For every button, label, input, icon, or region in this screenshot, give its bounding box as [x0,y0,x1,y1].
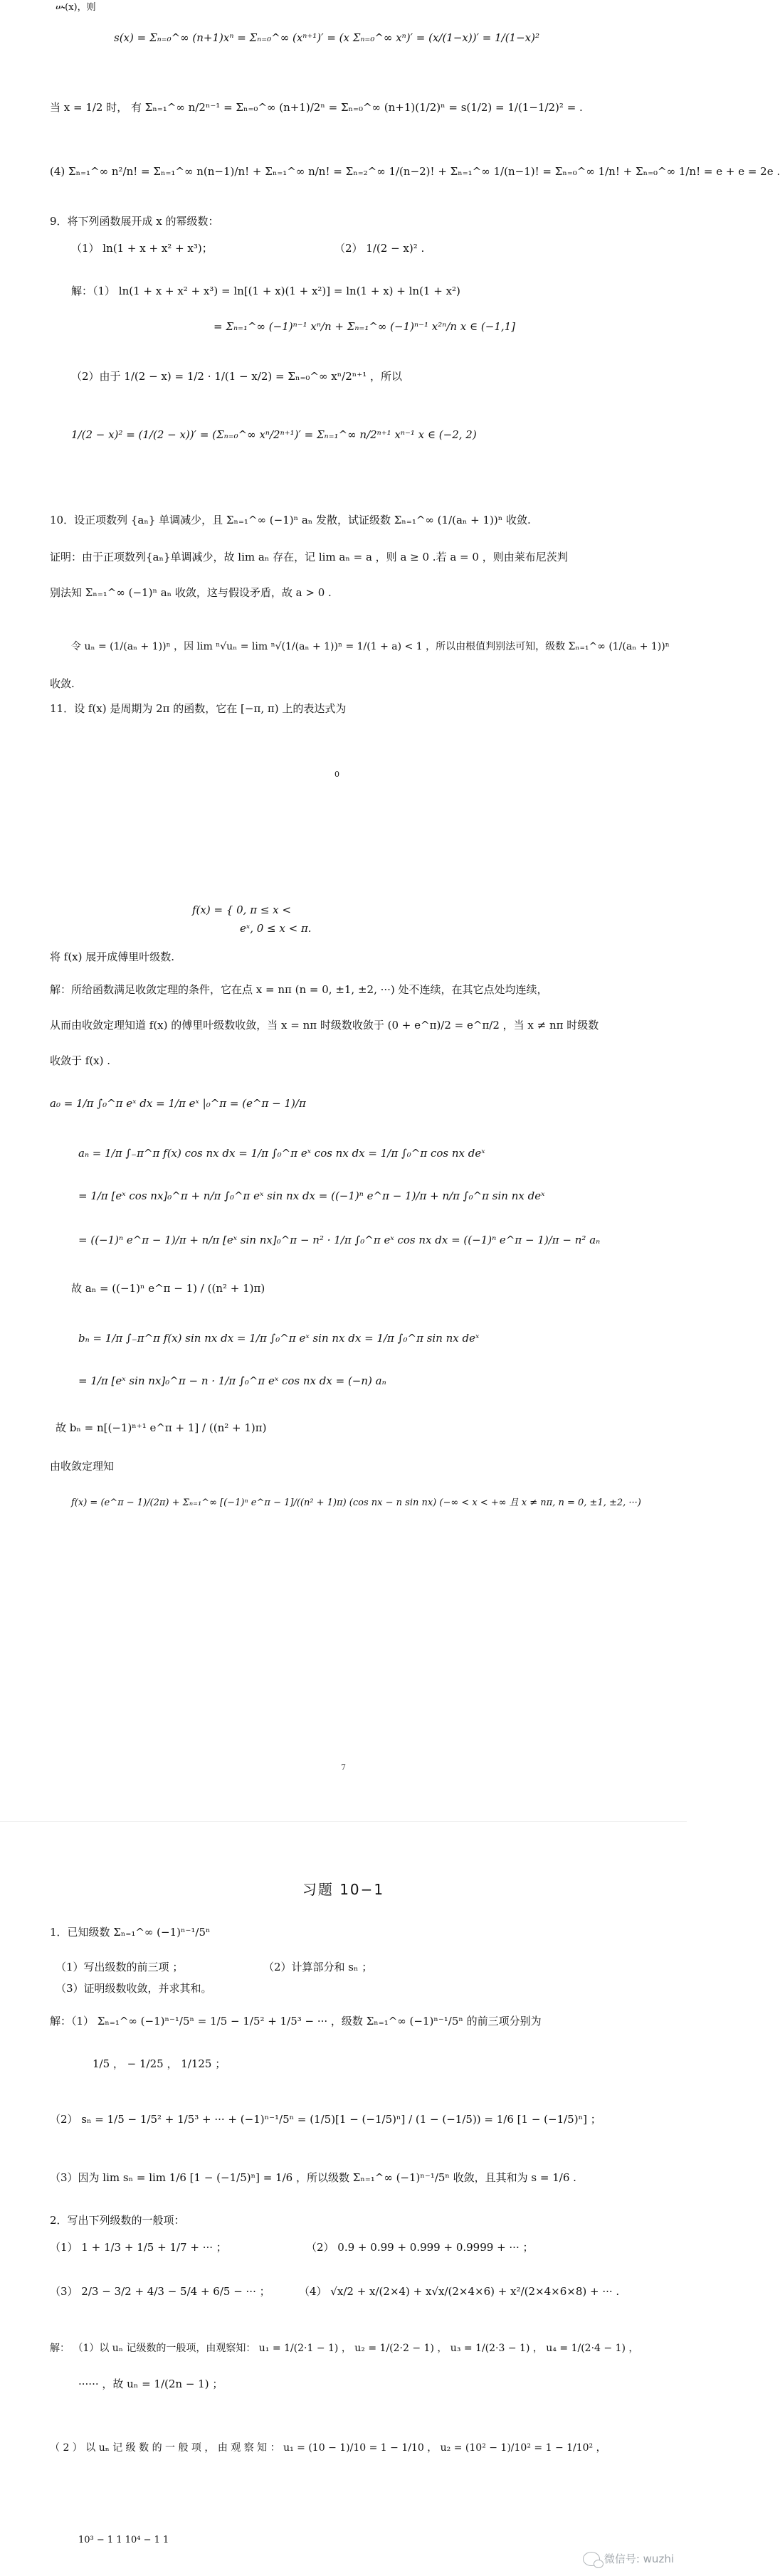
proof-line: 令 uₙ = (1/(aₙ + 1))ⁿ ，因 lim ⁿ√uₙ = lim ⁿ√(1/(aₙ + 1))ⁿ = 1/(1 + a) < 1 ，所以由根值判别法可知，级数 Σₙ₌₁^∞ (1/(aₙ + 1))ⁿ [71,641,670,652]
proof-line: 别法知 Σₙ₌₁^∞ (−1)ⁿ aₙ 收敛，这与假设矛盾，故 a > 0 . [50,586,332,599]
formula-line: = ((−1)ⁿ e^π − 1)/π + n/π [eˣ sin nx]₀^π − n² · 1/π ∫₀^π eˣ cos nx dx = ((−1)ⁿ e^π − 1)/π − n² aₙ [78,1234,601,1246]
formula-line: 故 aₙ = ((−1)ⁿ e^π − 1) / ((n² + 1)π) [71,1282,265,1295]
exercise-heading: 1．已知级数 Σₙ₌₁^∞ (−1)ⁿ⁻¹/5ⁿ [50,1926,211,1939]
page-divider [0,1821,687,1822]
exercise-heading: 10．设正项数列 {aₙ} 单调减少，且 Σₙ₌₁^∞ (−1)ⁿ aₙ 发散，试证级数 Σₙ₌₁^∞ (1/(aₙ + 1))ⁿ 收敛. [50,514,531,526]
solution-line: （2）由于 1/(2 − x) = 1/2 · 1/(1 − x/2) = Σₙ₌₀^∞ xⁿ/2ⁿ⁺¹ ，所以 [71,370,402,383]
formula-line: 故 bₙ = n[(−1)ⁿ⁺¹ e^π + 1] / ((n² + 1)π) [56,1421,267,1434]
subproblem: （2） 1/(2 − x)² . [334,242,425,255]
subproblem: （1） ln(1 + x + x² + x³)； [71,242,213,255]
exercise-heading: 11．设 f(x) 是周期为 2π 的函数，它在 [−π, π) 上的表达式为 [50,702,347,715]
solution-line: （ 2 ） 以 uₙ 记 级 数 的 一 般 项 ， 由 观 察 知 ： u₁ = (10 − 1)/10 = 1 − 1/10 ， u₂ = (10² − 1)/10² = 1 − 1/10² ， [50,2442,606,2454]
formula-line: aₙ = 1/π ∫₋π^π f(x) cos nx dx = 1/π ∫₀^π eˣ cos nx dx = 1/π ∫₀^π cos nx deˣ [78,1147,485,1160]
subproblem: （4） √x/2 + x/(2×4) + x√x/(2×4×6) + x²/(2×4×6×8) + ··· . [299,2285,620,2298]
stray-mark: 0 [334,770,339,779]
proof-line: 证明：由于正项数列{aₙ}单调减少，故 lim aₙ 存在，记 lim aₙ = a ，则 a ≥ 0 .若 a = 0 ，则由莱布尼茨判 [50,551,568,563]
text-line: 由收敛定理知 [50,1460,115,1473]
page-number: 7 [341,1763,346,1772]
formula-line: (4) Σₙ₌₁^∞ n²/n! = Σₙ₌₁^∞ n(n−1)/n! + Σₙ₌₁^∞ n/n! = Σₙ₌₂^∞ 1/(n−2)! + Σₙ₌₁^∞ 1/(n−1)! = Σₙ₌₀^∞ 1/n! + Σₙ₌₀^∞ 1/n! = e + e = 2e . [50,165,780,178]
formula-line: f(x) = (e^π − 1)/(2π) + Σₙ₌₁^∞ [(−1)ⁿ e^π − 1]/((n² + 1)π) (cos nx − n sin nx) (−∞ < x < +∞ 且 x ≠ nπ, n = 0, ±1, ±2, ···) [71,1498,641,1508]
formula-line: a₀ = 1/π ∫₀^π eˣ dx = 1/π eˣ |₀^π = (e^π − 1)/π [50,1097,306,1110]
solution-line: （2） sₙ = 1/5 − 1/5² + 1/5³ + ··· + (−1)ⁿ⁻¹/5ⁿ = (1/5)[1 − (−1/5)ⁿ] / (1 − (−1/5)) = 1/6 [1 − (−1/5)ⁿ] ； [50,2113,601,2126]
solution-line: 解：所给函数满足收敛定理的条件，它在点 x = nπ (n = 0, ±1, ±2, ···) 处不连续，在其它点处均连续， [50,983,548,996]
subproblem: （1） 1 + 1/3 + 1/5 + 1/7 + ··· ； [50,2241,227,2254]
exercise-heading: 9．将下列函数展开成 x 的幂级数： [50,215,219,228]
formula-line: 当 x = 1/2 时， 有 Σₙ₌₁^∞ n/2ⁿ⁻¹ = Σₙ₌₀^∞ (n+1)/2ⁿ = Σₙ₌₀^∞ (n+1)(1/2)ⁿ = s(1/2) = 1/(1−1/2)² = . [50,101,583,114]
watermark-text: 微信号: wuzhi [604,2553,674,2565]
text-line: 将 f(x) 展开成傅里叶级数. [50,950,175,963]
subproblem: （2） 0.9 + 0.99 + 0.999 + 0.9999 + ··· ； [306,2241,534,2254]
solution-line: ······ ，故 uₙ = 1/(2n − 1) ； [78,2378,223,2390]
solution-line: 解：（1） ln(1 + x + x² + x³) = ln[(1 + x)(1 + x²)] = ln(1 + x) + ln(1 + x²) [71,285,460,297]
subproblem: （3） 2/3 − 3/2 + 4/3 − 5/4 + 6/5 − ··· ； [50,2285,270,2298]
proof-line: 收敛. [50,677,75,690]
section-title: 习题 10−1 [302,1881,385,1898]
piecewise-line: eˣ, 0 ≤ x < π. [240,922,312,935]
solution-line: （3）因为 lim sₙ = lim 1/6 [1 − (−1/5)ⁿ] = 1/6 ，所以级数 Σₙ₌₁^∞ (−1)ⁿ⁻¹/5ⁿ 收敛，且其和为 s = 1/6 . [50,2171,576,2184]
formula-line: 1/5 ， − 1/25 ， 1/125 ； [93,2057,226,2070]
solution-line: 解：（1） Σₙ₌₁^∞ (−1)ⁿ⁻¹/5ⁿ = 1/5 − 1/5² + 1/5³ − ··· ，级数 Σₙ₌₁^∞ (−1)ⁿ⁻¹/5ⁿ 的前三项分别为 [50,2015,542,2028]
formula-fragment: 10³ − 1 1 10⁴ − 1 1 [78,2535,169,2545]
subproblem: （1）写出级数的前三项 ； [56,1961,184,1973]
formula-line: 1/(2 − x)² = (1/(2 − x))′ = (Σₙ₌₀^∞ xⁿ/2ⁿ⁺¹)′ = Σₙ₌₁^∞ n/2ⁿ⁺¹ xⁿ⁻¹ x ∈ (−2, 2) [71,428,477,441]
wechat-icon [583,2552,600,2566]
formula-line: = 1/π [eˣ sin nx]₀^π − n · 1/π ∫₀^π eˣ cos nx dx = (−n) aₙ [78,1374,386,1387]
solution-line: 解： （1）以 uₙ 记级数的一般项，由观察知： u₁ = 1/(2·1 − 1) ， u₂ = 1/(2·2 − 1) ， u₃ = 1/(2·3 − 1) ， u₄ = 1/(2·4 − 1) ， [50,2343,639,2354]
solution-line: 收敛于 f(x) . [50,1054,111,1067]
exercise-heading: 2．写出下列级数的一般项： [50,2214,185,2227]
piecewise-line: f(x) = { 0, π ≤ x < [192,903,291,916]
solution-line: 从而由收敛定理知道 f(x) 的傅里叶级数收敛，当 x = nπ 时级数收敛于 (0 + e^π)/2 = e^π/2 ，当 x ≠ nπ 时级数 [50,1019,599,1032]
formula-line: = 1/π [eˣ cos nx]₀^π + n/π ∫₀^π eˣ sin nx dx = ((−1)ⁿ e^π − 1)/π + n/π ∫₀^π sin nx deˣ [78,1189,545,1202]
formula-line: s(x) = Σₙ₌₀^∞ (n+1)xⁿ = Σₙ₌₀^∞ (xⁿ⁺¹)′ = (x Σₙ₌₀^∞ xⁿ)′ = (x/(1−x))′ = 1/(1−x)² [114,31,539,44]
subproblem: （3）证明级数收敛，并求其和。 [56,1982,212,1995]
formula-line: bₙ = 1/π ∫₋π^π f(x) sin nx dx = 1/π ∫₀^π eˣ sin nx dx = 1/π ∫₀^π sin nx deˣ [78,1332,480,1345]
watermark [583,2551,674,2566]
formula-line: = Σₙ₌₁^∞ (−1)ⁿ⁻¹ xⁿ/n + Σₙ₌₁^∞ (−1)ⁿ⁻¹ x²ⁿ/n x ∈ (−1,1] [214,320,516,333]
text-line: ሡ(x)，则 [56,2,96,13]
subproblem: （2）计算部分和 sₙ ； [263,1961,373,1973]
